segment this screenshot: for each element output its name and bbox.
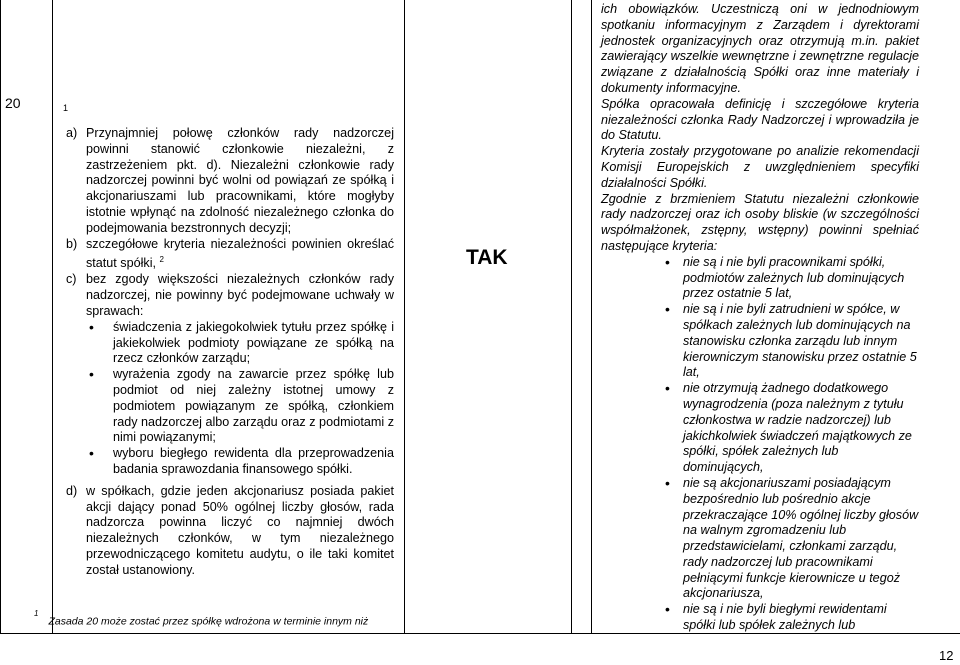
table-border-col4	[591, 0, 592, 634]
commentary-para-statute: Zgodnie z brzmieniem Statutu niezależni członkowie rady nadzorczej oraz ich osoby bliskie (w szczególności współmałżonek, zstępny, wstępny) powinni spełniać następujące kryteria:	[601, 191, 919, 253]
rule-item-c-bullet: • świadczenia z jakiegokolwiek tytułu przez spółkę i jakiekolwiek podmioty powiązane ze spółką na rzecz członków zarządu;	[113, 320, 394, 367]
rule-item-d	[66, 484, 394, 579]
rule-text-column	[66, 126, 394, 579]
footnote-marker: 1	[34, 609, 39, 618]
compliance-answer: TAK	[466, 246, 508, 269]
rule-item-a-text: Przynajmniej połowę członków rady nadzorczej powinni stanowić członkowie niezależni, z zastrzeżeniem pkt. d). Niezależni członkowie rady nadzorczej powinni być wolni od powiązań ze spółką i akcjonariuszami lub pracownikami, które mogłyby istotnie wpłynąć na zdolność niezależnego członka do podejmowania bezstronnych decyzji;	[86, 126, 394, 235]
table-border-left	[0, 0, 1, 634]
commentary-criteria-list	[601, 255, 919, 634]
footnote-marker-top: 1	[63, 103, 69, 113]
commentary-criteria-bullet: • nie są akcjonariuszami posiadającym bezpośrednio lub pośrednio akcje przekraczające 10% ogólnej liczby głosów na walnym zgromadzeniu lub przedstawicielami, członkami zarządu, rady nadzorczej lub pracownikami pełniącymi funkcje kierownicze u tegoż akcjonariusza,	[683, 476, 919, 602]
commentary-criteria-bullet: • nie są i nie byli zatrudnieni w spółce, w spółkach zależnych lub dominujących na stanowisku członka zarządu lub innym kierowniczym stanowisku przez ostatnie 5 lat,	[683, 302, 919, 381]
table-border-col3	[571, 0, 572, 634]
commentary-criteria-bullet: • nie otrzymują żadnego dodatkowego wynagrodzenia (poza należnym z tytułu członkostwa w radzie nadzorczej) lub jakichkolwiek świadczeń majątkowych ze spółki, spółek zależnych lub dominujących,	[683, 381, 919, 476]
rule-item-c-text: bez zgody większości niezależnych członków rady nadzorczej, nie powinny być podejmowane uchwały w sprawach:	[86, 272, 394, 318]
footnote-text: Zasada 20 może zostać przez spółkę wdrożona w terminie innym niż	[48, 615, 369, 628]
commentary-intro: ich obowiązków. Uczestniczą oni w jednodniowym spotkaniu informacyjnym z Zarządem i dyrektorami jednostek organizacyjnych oraz otrzymują m.in. pakiet zawierający wszelkie wewnętrzne i zewnętrzne regulacje związane z działalnością Spółki oraz inne materiały i dokumenty informacyjne.	[601, 2, 919, 95]
rule-item-c-label: c)	[66, 272, 77, 287]
rule-item-b	[66, 237, 394, 273]
rule-item-a-label: a)	[66, 126, 78, 140]
row-number: 20	[5, 95, 21, 111]
commentary-para-definition: Spółka opracowała definicję i szczegółowe kryteria niezależności członka Rady Nadzorczej i wprowadziła je do Statutu.	[601, 96, 919, 143]
rule-item-c-bullet: • wyrażenia zgody na zawarcie przez spółkę lub podmiot od niej zależny istotnej umowy z podmiotem powiązanym ze spółką, członkiem rady nadzorczej albo zarządu oraz z podmiotami z nimi powiązanymi;	[113, 367, 394, 446]
table-border-col2	[404, 0, 405, 634]
page-number: 12	[939, 648, 954, 663]
rule-item-c-list	[66, 320, 394, 478]
rule-item-b-label: b)	[66, 236, 78, 251]
rule-item-d-text: w spółkach, gdzie jeden akcjonariusz posiada pakiet akcji dający ponad 50% ogólnej liczby głosów, rada nadzorcza powinna liczyć co najmniej dwóch niezależnych członków, w tym niezależnego przewodniczącego komitetu audytu, o ile taki komitet został ustanowiony.	[86, 483, 394, 577]
rule-item-c-bullet: • wyboru biegłego rewidenta dla przeprowadzenia badania sprawozdania finansowego spółki.	[113, 446, 394, 478]
footnote	[34, 609, 404, 628]
rule-item-a	[66, 126, 394, 237]
rule-item-b-text: szczegółowe kryteria niezależności powinien określać statut spółki,	[86, 236, 394, 271]
commentary-para-criteria: Kryteria zostały przygotowane po analizie rekomendacji Komisji Europejskich z uwzględnieniem specyfiki działalności Spółki.	[601, 144, 919, 190]
table-border-col1	[52, 0, 53, 634]
rule-item-b-footnote-ref: 2	[159, 255, 164, 265]
rule-item-c	[66, 272, 394, 319]
rule-item-d-label: d)	[66, 483, 78, 498]
commentary-criteria-bullet: • nie są i nie byli biegłymi rewidentami spółki lub spółek zależnych lub	[683, 602, 919, 634]
commentary-column	[601, 2, 919, 634]
commentary-criteria-bullet: • nie są i nie byli pracownikami spółki, podmiotów zależnych lub dominujących przez ostatnie 5 lat,	[683, 255, 919, 302]
